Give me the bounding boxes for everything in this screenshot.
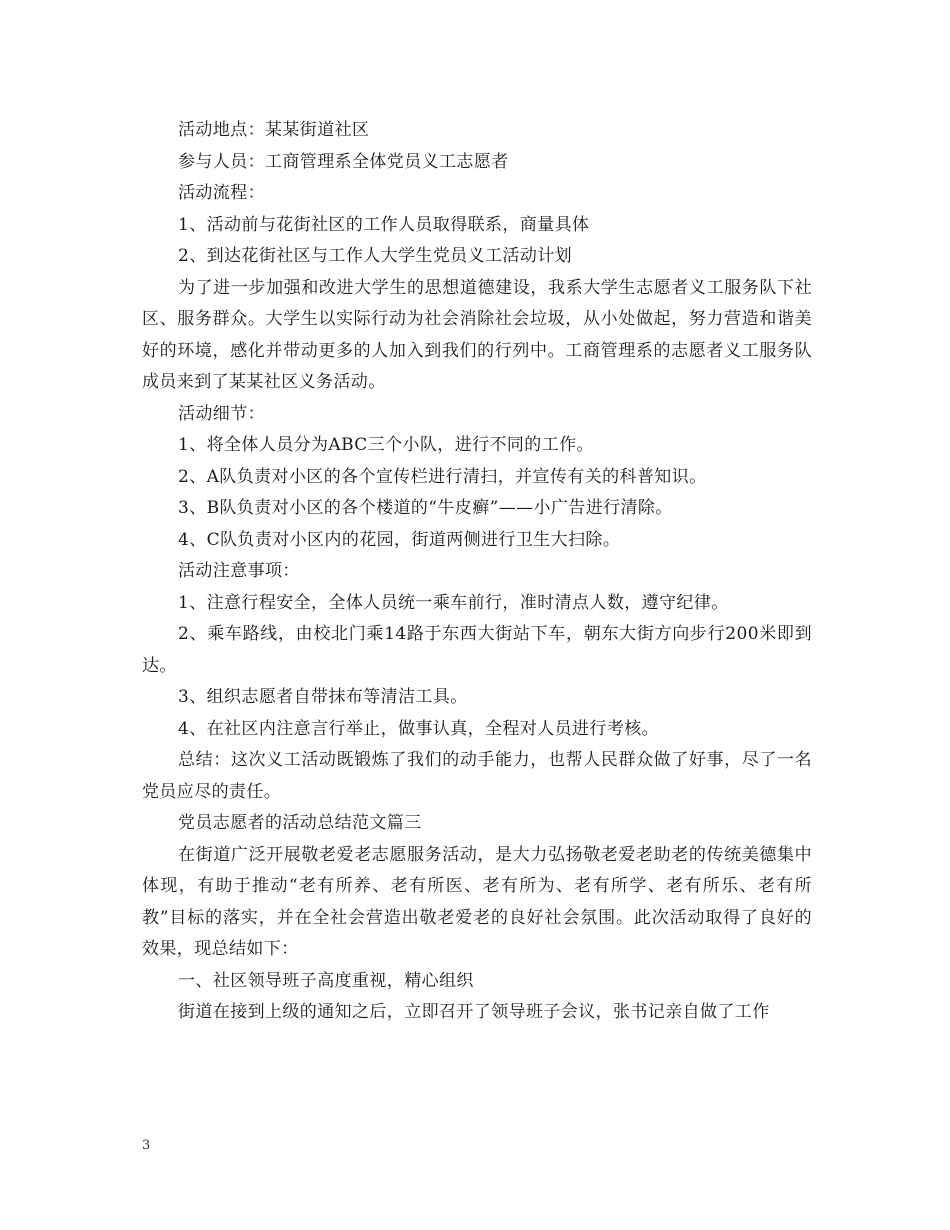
paragraph-detail-2: 2、A队负责对小区的各个宣传栏进行清扫，并宣传有关的科普知识。 [178, 466, 707, 487]
paragraph-section-intro: 在街道广泛开展敬老爱老志愿服务活动，是大力弘扬敬老爱老助老的传统美德集中体现，有助于推动“老有所养、老有所医、老有所为、老有所学、老有所乐、老有所教”目标的落实，并在全社会营造出敬老爱老的良好社会氛围。此次活动取得了良好的效果，现总结如下： [142, 844, 812, 959]
paragraph-section-body: 街道在接到上级的通知之后，立即召开了领导班子会议，张书记亲自做了工作 [178, 1002, 770, 1022]
paragraph-detail-4: 4、C队负责对小区内的花园，街道两侧进行卫生大扫除。 [178, 529, 621, 550]
paragraph-detail-3: 3、B队负责对小区的各个楼道的“牛皮癣”——小广告进行清除。 [178, 498, 673, 518]
paragraph-process-step-2: 2、到达花街社区与工作人大学生党员义工活动计划 [178, 246, 573, 266]
paragraph-note-2: 2、乘车路线，由校北门乘14路于东西大街站下车，朝东大街方向步行200米即到达。 [142, 624, 813, 676]
page-number: 3 [142, 1138, 151, 1153]
paragraph-notes-heading: 活动注意事项： [178, 561, 300, 581]
paragraph-detail-1: 1、将全体人员分为ABC三个小队，进行不同的工作。 [178, 435, 594, 455]
paragraph-note-1: 1、注意行程安全，全体人员统一乘车前行，准时清点人数，遵守纪律。 [178, 592, 729, 613]
document-body [142, 115, 812, 1029]
subsection-heading: 一、社区领导班子高度重视，精心组织 [178, 970, 474, 991]
paragraph-process-heading: 活动流程： [178, 183, 265, 203]
paragraph-details-heading: 活动细节： [178, 403, 265, 424]
paragraph-note-3: 3、组织志愿者自带抹布等清洁工具。 [178, 687, 468, 707]
paragraph-note-4: 4、在社区内注意言行举止，做事认真，全程对人员进行考核。 [178, 718, 660, 739]
paragraph-intro: 为了进一步加强和改进大学生的思想道德建设，我系大学生志愿者义工服务队下社区、服务群众。大学生以实际行动为社会消除社会垃圾，从小处做起，努力营造和谐美好的环境，感化并带动更多的人加入到我们的行列中。工商管理系的志愿者义工服务队成员来到了某某社区义务活动。 [142, 277, 812, 392]
paragraph-participants: 参与人员：工商管理系全体党员义工志愿者 [178, 151, 509, 172]
paragraph-summary: 总结：这次义工活动既锻炼了我们的动手能力，也帮人民群众做了好事，尽了一名党员应尽的责任。 [142, 750, 812, 802]
section-heading: 党员志愿者的活动总结范文篇三 [178, 813, 422, 833]
paragraph-process-step-1: 1、活动前与花街社区的工作人员取得联系，商量具体 [178, 214, 590, 235]
paragraph-location: 活动地点：某某街道社区 [178, 120, 370, 140]
